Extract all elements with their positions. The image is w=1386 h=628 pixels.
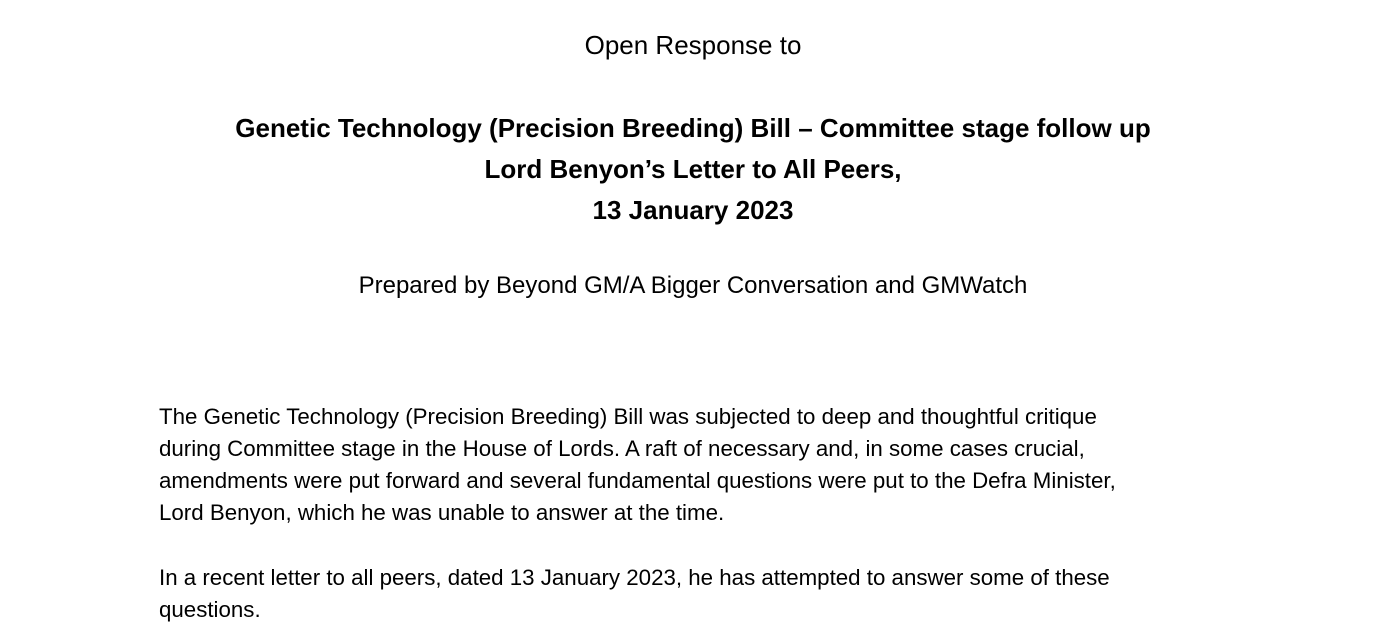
paragraph-line: Lord Benyon, which he was unable to answer at the time. [159,500,725,525]
body-paragraph-1 [159,401,1259,529]
title-line-3: 13 January 2023 [592,195,794,225]
body-paragraph-2 [159,562,1259,626]
paragraph-line: In a recent letter to all peers, dated 13 January 2023, he has attempted to answer some of these [159,565,1110,590]
title-line-2: Lord Benyon’s Letter to All Peers, [484,154,902,184]
paragraph-line: during Committee stage in the House of Lords. A raft of necessary and, in some cases crucial, [159,436,1085,461]
document-title [0,108,1386,231]
title-line-1: Genetic Technology (Precision Breeding) Bill – Committee stage follow up [235,113,1151,143]
prepared-by-line: Prepared by Beyond GM/A Bigger Conversation and GMWatch [358,272,1028,299]
paragraph-line: The Genetic Technology (Precision Breeding) Bill was subjected to deep and thoughtful critique [159,404,1097,429]
paragraph-line: questions. [159,597,261,622]
intro-heading: Open Response to [584,30,802,60]
paragraph-line: amendments were put forward and several fundamental questions were put to the Defra Minister, [159,468,1116,493]
